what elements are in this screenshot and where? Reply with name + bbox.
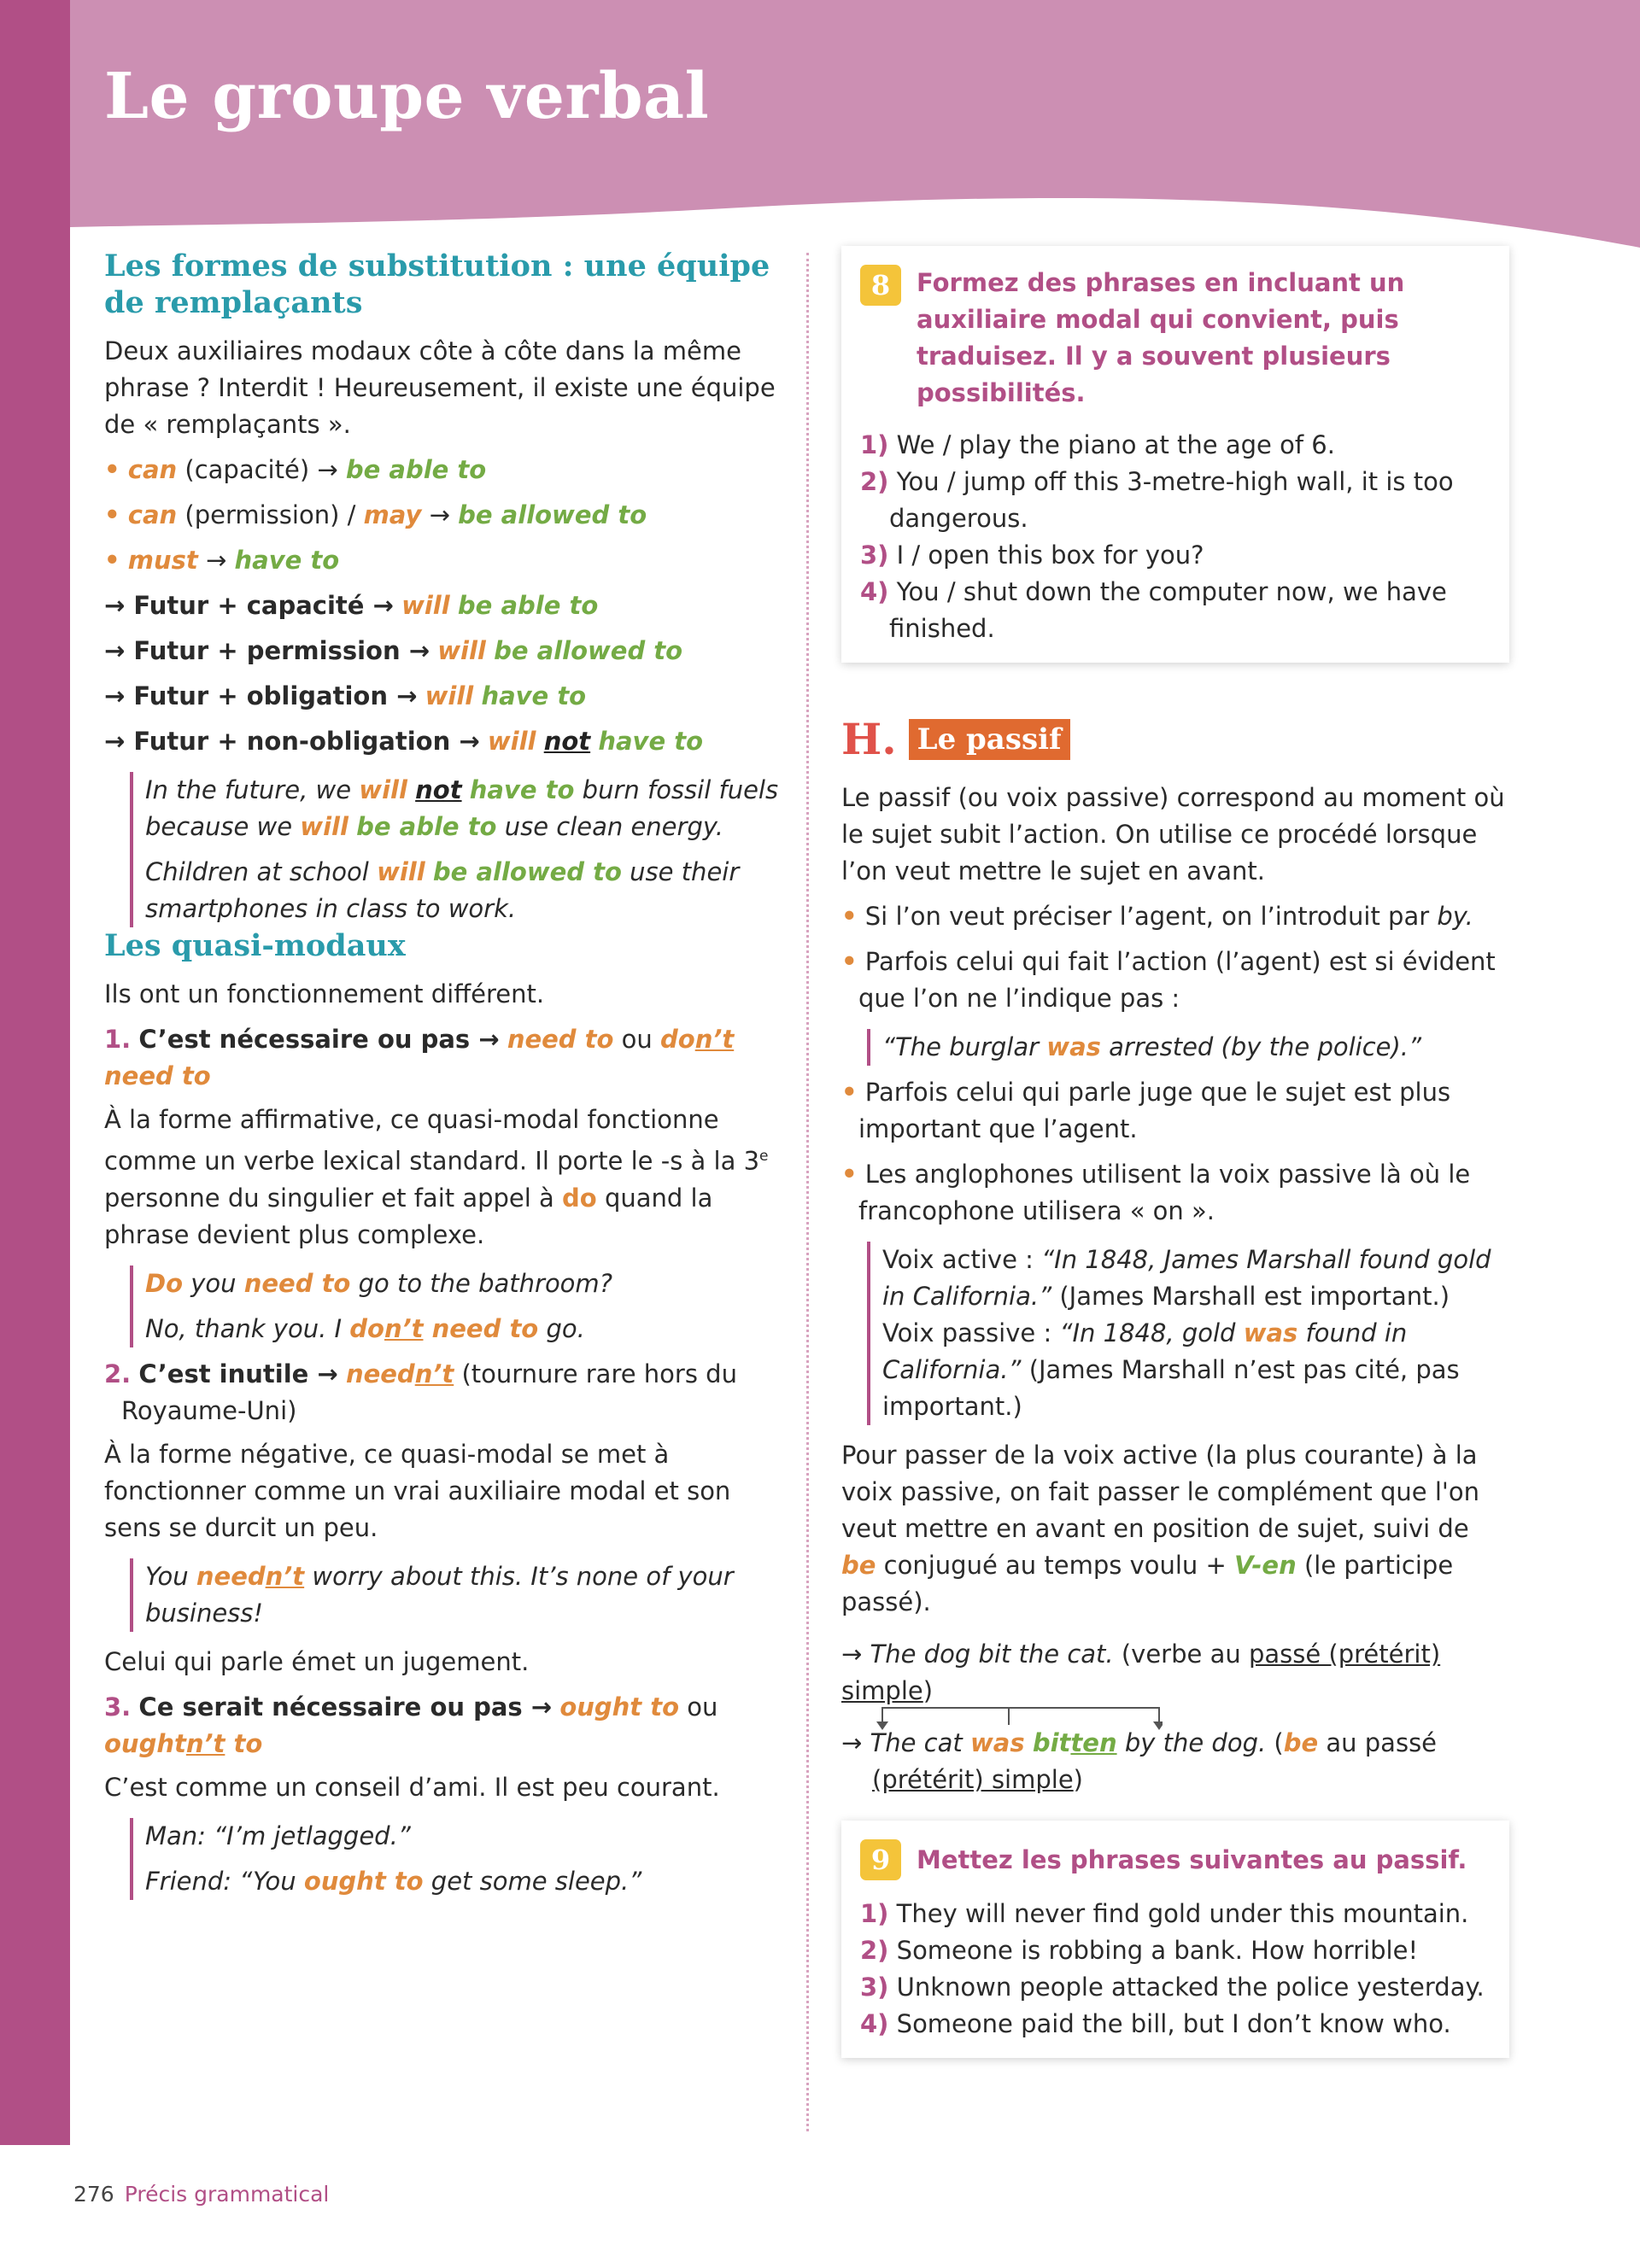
exercise-8-list (860, 427, 1491, 647)
example-block: Do you need to go to the bathroom? No, thank you. I don’t need to go. (130, 1266, 788, 1347)
list-item: • can (permission) / may → be allowed to (104, 500, 647, 529)
list-item: 4) Someone paid the bill, but I don’t know who. (860, 2009, 1451, 2038)
quasi-2-text: À la forme négative, ce quasi-modal se met à fonctionner comme un vrai auxiliaire modal et son sens se durcit un peu. (104, 1439, 731, 1542)
substitution-intro: Deux auxiliaires modaux côte à côte dans la même phrase ? Interdit ! Heureusement, il existe une équipe de « remplaçants ». (104, 336, 776, 439)
list-item: 1) They will never find gold under this mountain. (860, 1899, 1469, 1928)
list-item: → Futur + permission → will be allowed to (104, 636, 683, 665)
list-item: • Si l’on veut préciser l’agent, on l’introduit par by. (841, 902, 1473, 931)
list-item: • can (capacité) → be able to (104, 455, 487, 484)
section-letter: H. (841, 714, 897, 764)
list-item: 3. Ce serait nécessaire ou pas → ought to ou oughtn’t to (104, 1692, 718, 1758)
exercise-8-title: Formez des phrases en incluant un auxiliaire modal qui convient, puis traduisez. Il y a souvent plusieurs possibilités. (917, 268, 1405, 407)
list-item: • Parfois celui qui parle juge que le sujet est plus important que l’agent. (841, 1078, 1451, 1143)
section-title-substitution: Les formes de substitution : une équipe de remplaçants (104, 248, 770, 320)
section-title-quasi-modaux: Les quasi-modaux (104, 928, 406, 963)
left-column (104, 248, 788, 1900)
exercise-9-list (860, 1896, 1491, 2043)
passif-rule: Pour passer de la voix active (la plus courante) à la voix passive, on fait passer le complément que l'on veut mettre en avant en position de sujet, suivi de be conjugué au temps voulu + V-en (le participe passé). (841, 1441, 1480, 1616)
list-item: 2) Someone is robbing a bank. How horrible! (860, 1936, 1419, 1965)
quasi-1-text: À la forme affirmative, ce quasi-modal fonctionne comme un verbe lexical standard. Il porte le -s à la 3e personne du singulier et fait appel à do quand la phrase devient plus complexe. (104, 1105, 769, 1249)
active-sentence: → The dog bit the cat. (verbe au passé (prétérit) simple) (841, 1640, 1441, 1705)
list-item: 1. C’est nécessaire ou pas → need to ou don’t need to (104, 1025, 735, 1090)
example-block: Man: “I’m jetlagged.” Friend: “You ought to get some sleep.” (130, 1818, 788, 1900)
quasi-2-after: Celui qui parle émet un jugement. (104, 1646, 530, 1676)
example-block: In the future, we will not have to burn fossil fuels because we will be able to use clean energy. Children at school will be allowed to use their smartphones in class to work. (130, 772, 788, 927)
exercise-8-box (841, 246, 1509, 663)
list-item: 2) You / jump off this 3-metre-high wall, it is too dangerous. (860, 467, 1454, 533)
list-item: → Futur + capacité → will be able to (104, 591, 599, 620)
footer-label: Précis grammatical (124, 2182, 330, 2207)
right-column (841, 246, 1509, 2058)
example-block: “The burglar was arrested (by the police).” (867, 1029, 1509, 1066)
example-block: Voix active : “In 1848, James Marshall found gold in California.” (James Marshall est important.) Voix passive : “In 1848, gold was found in California.” (James Marshall n’est pas cité, pas important.) (867, 1242, 1509, 1425)
left-color-band (0, 0, 70, 2145)
column-divider (806, 253, 809, 2131)
exercise-badge: 9 (860, 1839, 901, 1880)
page-title: Le groupe verbal (104, 60, 710, 133)
section-tag: Le passif (909, 719, 1070, 760)
exercise-badge: 8 (860, 265, 901, 306)
example-block: You needn’t worry about this. It’s none of your business! (130, 1558, 788, 1632)
list-item: • must → have to (104, 546, 340, 575)
list-item: 2. C’est inutile → needn’t (tournure rare hors du Royaume-Uni) (104, 1359, 737, 1425)
list-item: 1) We / play the piano at the age of 6. (860, 430, 1335, 459)
section-h-heading (841, 714, 1509, 764)
page-footer (73, 2182, 329, 2207)
quasi-3-text: C’est comme un conseil d’ami. Il est peu courant. (104, 1772, 720, 1802)
list-item: → Futur + obligation → will have to (104, 681, 587, 710)
list-item: → Futur + non-obligation → will not have to (104, 727, 704, 756)
exercise-9-title: Mettez les phrases suivantes au passif. (917, 1845, 1467, 1874)
list-item: • Les anglophones utilisent la voix passive là où le francophone utilisera « on ». (841, 1160, 1471, 1225)
list-item: • Parfois celui qui fait l’action (l’agent) est si évident que l’on ne l’indique pas : (841, 947, 1496, 1013)
passif-intro: Le passif (ou voix passive) correspond au moment où le sujet subit l’action. On utilise ce procédé lorsque l’on veut mettre le sujet en avant. (841, 783, 1505, 886)
list-item: 4) You / shut down the computer now, we have finished. (860, 577, 1447, 643)
quasi-intro: Ils ont un fonctionnement différent. (104, 979, 545, 1008)
page-number: 276 (73, 2182, 114, 2207)
list-item: 3) I / open this box for you? (860, 541, 1204, 570)
passive-sentence: → The cat was bitten by the dog. (be au passé (prétérit) simple) (841, 1728, 1438, 1794)
exercise-9-box (841, 1821, 1509, 2058)
list-item: 3) Unknown people attacked the police yesterday. (860, 1973, 1485, 2002)
